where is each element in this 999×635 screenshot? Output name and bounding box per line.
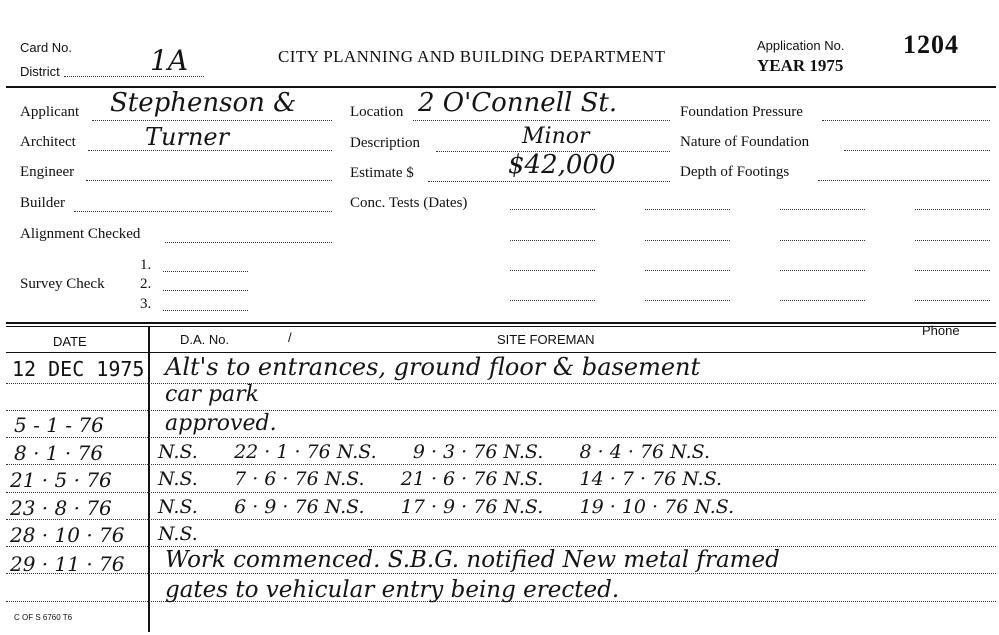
application-number: 1204 xyxy=(903,30,959,59)
survey-label: Survey Check xyxy=(20,276,105,292)
row-rule xyxy=(6,573,996,574)
row-rule xyxy=(6,464,996,465)
applicant-label: Applicant xyxy=(20,104,80,120)
log-entry: approved. xyxy=(165,411,277,436)
phone-header: Phone xyxy=(922,323,960,338)
date-header: DATE xyxy=(53,334,87,349)
district-label: District xyxy=(20,64,60,79)
da-header: D.A. No. xyxy=(180,332,230,347)
date-column-divider xyxy=(148,326,150,632)
engineer-underline xyxy=(86,180,332,181)
builder-label: Builder xyxy=(20,195,65,211)
depth-footings-underline xyxy=(818,180,990,181)
log-entry: N.S. xyxy=(158,523,198,545)
survey-item-2: 2. xyxy=(140,276,152,292)
table-top-rule xyxy=(6,322,996,324)
location-underline xyxy=(413,120,670,121)
architect-value: Turner xyxy=(145,123,230,151)
conc-tests-label: Conc. Tests (Dates) xyxy=(350,195,468,211)
row-rule xyxy=(6,383,996,384)
depth-footings-label: Depth of Footings xyxy=(680,164,790,180)
log-date: 5 - 1 - 76 xyxy=(14,413,104,437)
estimate-underline xyxy=(428,181,670,182)
engineer-label: Engineer xyxy=(20,164,75,180)
row-rule xyxy=(6,492,996,493)
log-date: 21 · 5 · 76 xyxy=(10,468,112,492)
description-value: Minor xyxy=(522,124,590,149)
conc-test-slot xyxy=(645,209,730,210)
row-rule xyxy=(6,519,996,520)
log-entry: N.S. 22 · 1 · 76 N.S. 9 · 3 · 76 N.S. 8 · 4 · 76 N.S. xyxy=(158,441,711,463)
log-entry: car park xyxy=(165,382,259,407)
table-top-rule-inner xyxy=(6,326,996,327)
conc-test-slot xyxy=(645,240,730,241)
card-no-label: Card No. xyxy=(20,40,73,55)
department-title: CITY PLANNING AND BUILDING DEPARTMENT xyxy=(278,47,666,66)
foreman-header: SITE FOREMAN xyxy=(497,332,595,347)
conc-test-slot xyxy=(510,240,595,241)
application-no-label: Application No. xyxy=(757,38,845,53)
survey-item-1: 1. xyxy=(140,257,152,273)
alignment-label: Alignment Checked xyxy=(20,226,141,242)
log-date: 12 DEC 1975 xyxy=(12,357,145,381)
row-rule xyxy=(6,410,996,411)
applicant-value: Stephenson & xyxy=(110,88,297,118)
survey-underline-2 xyxy=(163,290,248,291)
applicant-underline xyxy=(92,120,332,121)
footer-code: C OF S 6760 T6 xyxy=(14,613,73,622)
log-entry: gates to vehicular entry being erected. xyxy=(165,577,620,603)
row-rule xyxy=(6,437,996,438)
conc-test-slot xyxy=(780,209,865,210)
alignment-underline xyxy=(165,242,332,243)
survey-underline-1 xyxy=(163,271,248,272)
log-date: 29 · 11 · 76 xyxy=(10,552,125,576)
conc-test-slot xyxy=(510,300,595,301)
da-slash: / xyxy=(288,330,292,345)
conc-test-slot xyxy=(780,300,865,301)
survey-item-3: 3. xyxy=(140,296,152,312)
estimate-label: Estimate $ xyxy=(350,165,414,181)
conc-test-slot xyxy=(510,270,595,271)
log-entry: N.S. 6 · 9 · 76 N.S. 17 · 9 · 76 N.S. 19 · 10 · 76 N.S. xyxy=(158,496,735,518)
conc-test-slot xyxy=(915,209,990,210)
builder-underline xyxy=(74,211,332,212)
nature-foundation-underline xyxy=(844,150,990,151)
conc-test-slot xyxy=(645,300,730,301)
district-value: 1A xyxy=(150,44,189,77)
conc-test-slot xyxy=(645,270,730,271)
conc-test-slot xyxy=(915,270,990,271)
estimate-value: $42,000 xyxy=(508,150,616,180)
foundation-pressure-underline xyxy=(822,120,990,121)
location-value: 2 O'Connell St. xyxy=(418,88,618,118)
nature-foundation-label: Nature of Foundation xyxy=(680,134,810,150)
log-date: 23 · 8 · 76 xyxy=(10,496,112,520)
survey-underline-3 xyxy=(163,310,248,311)
log-date: 8 · 1 · 76 xyxy=(14,441,104,465)
foundation-pressure-label: Foundation Pressure xyxy=(680,104,803,120)
conc-test-slot xyxy=(915,300,990,301)
description-label: Description xyxy=(350,135,420,151)
architect-label: Architect xyxy=(20,134,76,150)
log-date: 28 · 10 · 76 xyxy=(10,523,125,547)
year-label: YEAR 1975 xyxy=(757,56,844,75)
conc-test-slot xyxy=(780,240,865,241)
conc-test-slot xyxy=(915,240,990,241)
conc-test-slot xyxy=(780,270,865,271)
location-label: Location xyxy=(350,104,404,120)
log-entry: N.S. 7 · 6 · 76 N.S. 21 · 6 · 76 N.S. 14 · 7 · 76 N.S. xyxy=(158,468,723,490)
log-entry: Work commenced. S.B.G. notified New metal framed xyxy=(165,547,780,573)
log-entry: Alt's to entrances, ground floor & basement xyxy=(165,353,701,381)
conc-test-slot xyxy=(510,209,595,210)
